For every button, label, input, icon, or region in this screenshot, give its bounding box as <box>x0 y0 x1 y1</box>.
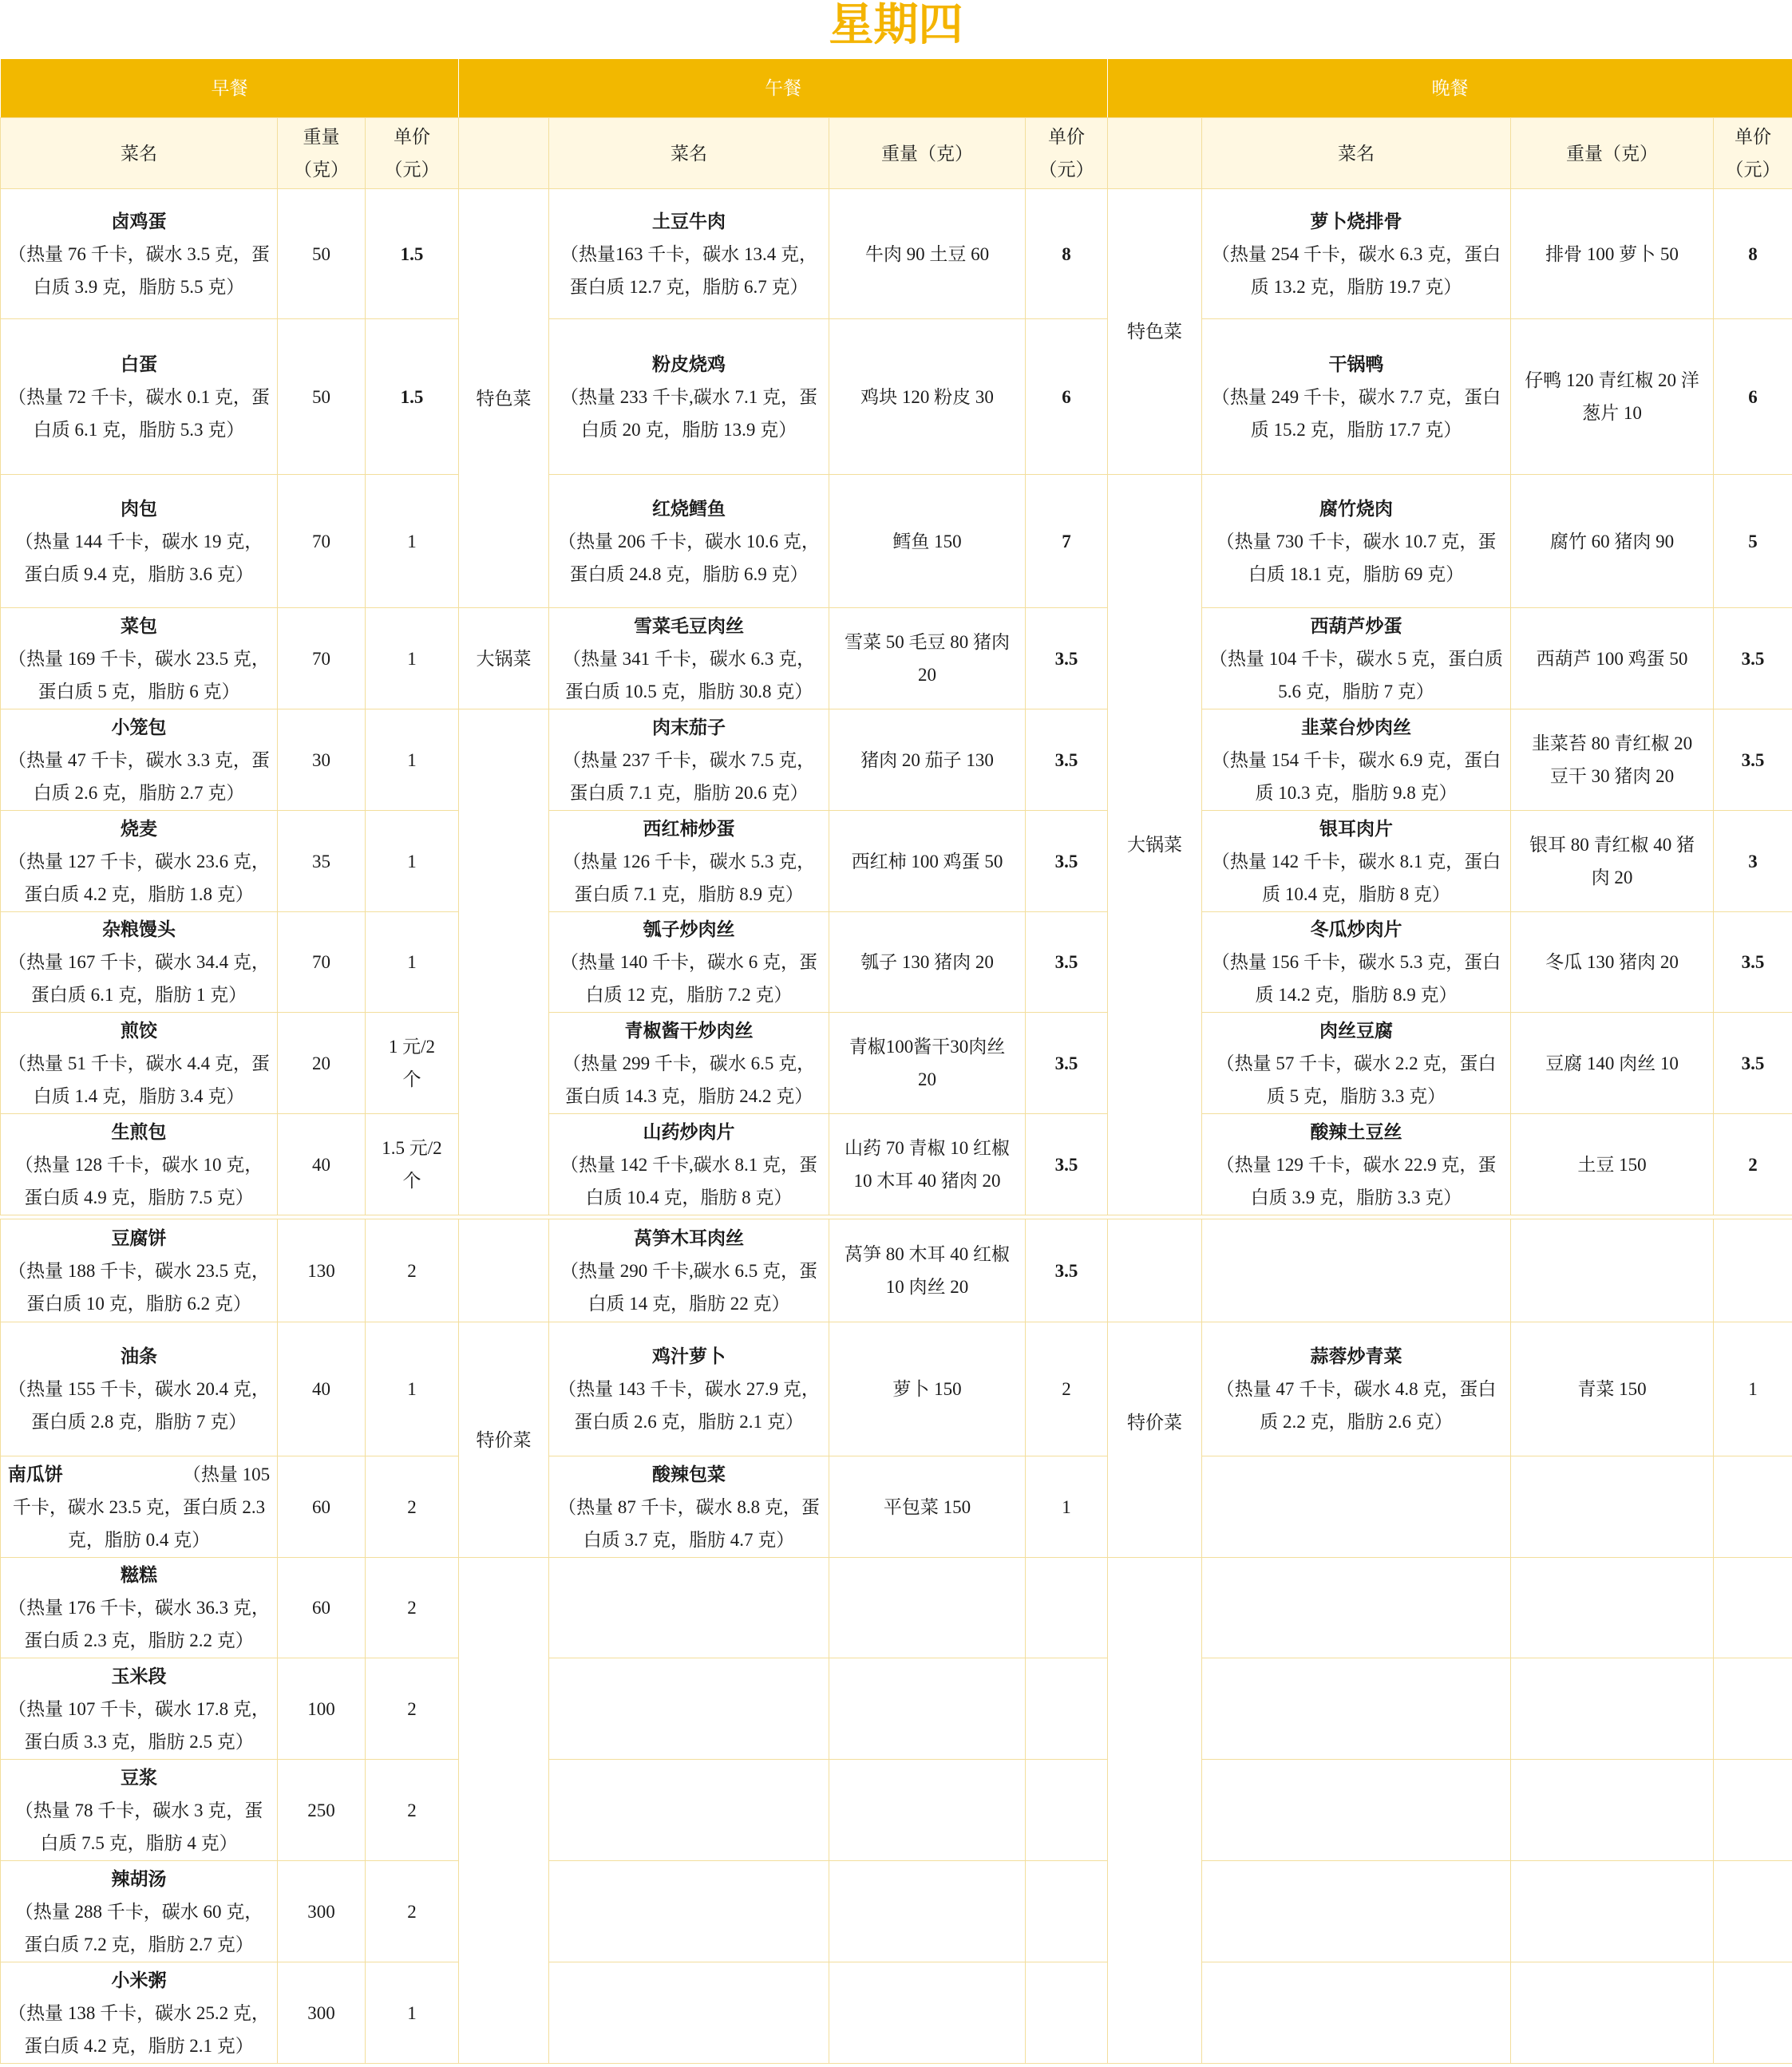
empty-cell <box>1510 1557 1714 1658</box>
breakfast-weight-cell: 60 <box>277 1557 366 1658</box>
lunch-col-weight: 重量（克） <box>829 117 1026 189</box>
breakfast-dish-nutrition: （热量 128 千卡，碳水 10 克，蛋白质 4.9 克，脂肪 7.5 克） <box>14 1154 263 1207</box>
lunch-dish-text <box>556 1222 822 1320</box>
dinner-dish-text <box>1209 492 1504 591</box>
breakfast-price-cell: 2 <box>365 1219 459 1322</box>
dinner-dish-nutrition: （热量 57 千卡，碳水 2.2 克，蛋白质 5 克，脂肪 3.3 克） <box>1216 1053 1497 1106</box>
empty-cell <box>829 1557 1026 1658</box>
dinner-dish-name: 腐竹烧肉 <box>1319 498 1393 519</box>
breakfast-dish-text <box>7 1222 271 1320</box>
lunch-dish-nutrition: （热量 341 千卡，碳水 6.3 克，蛋白质 10.5 克，脂肪 30.8 克） <box>562 648 816 702</box>
lunch-price-cell: 3.5 <box>1025 607 1108 709</box>
breakfast-dish-nutrition: （热量 105 千卡，碳水 23.5 克，蛋白质 2.3 克，脂肪 0.4 克） <box>12 1464 271 1550</box>
dinner-dish-text <box>1209 812 1504 911</box>
lunch-dish-name: 酸辣包菜 <box>652 1464 726 1484</box>
breakfast-col-price: 单价（元） <box>365 117 459 189</box>
lunch-price-cell: 3.5 <box>1025 709 1108 811</box>
meal-header-breakfast: 早餐 <box>0 58 459 118</box>
breakfast-price-cell: 1 <box>365 607 459 709</box>
dinner-weight-cell: 冬瓜 130 猪肉 20 <box>1510 911 1714 1013</box>
dinner-price-cell: 1 <box>1713 1322 1792 1456</box>
breakfast-price-cell: 2 <box>365 1557 459 1658</box>
breakfast-weight-cell: 100 <box>277 1658 366 1760</box>
dinner-price-cell: 3.5 <box>1713 911 1792 1013</box>
dinner-dish-cell <box>1201 607 1511 709</box>
breakfast-dish-cell <box>0 1322 278 1456</box>
lunch-dish-cell <box>548 810 829 912</box>
breakfast-dish-nutrition: （热量 144 千卡，碳水 19 克，蛋白质 9.4 克，脂肪 3.6 克） <box>14 531 263 584</box>
breakfast-dish-name: 油条 <box>121 1346 157 1366</box>
breakfast-price-cell: 2 <box>365 1456 459 1558</box>
dinner-dish-cell <box>1201 188 1511 319</box>
lunch-weight-cell: 瓠子 130 猪肉 20 <box>829 911 1026 1013</box>
breakfast-dish-nutrition: （热量 188 千卡，碳水 23.5 克，蛋白质 10 克，脂肪 6.2 克） <box>8 1260 270 1314</box>
lunch-dish-name: 雪菜毛豆肉丝 <box>634 615 744 636</box>
lunch-weight-cell: 鸡块 120 粉皮 30 <box>829 318 1026 475</box>
dinner-dish-name: 萝卜烧排骨 <box>1310 211 1402 231</box>
dinner-category-featured: 特色菜 <box>1107 188 1202 475</box>
breakfast-price-cell: 1.5 元/2 个 <box>365 1113 459 1215</box>
lunch-dish-cell <box>548 188 829 319</box>
dinner-weight-cell: 腐竹 60 猪肉 90 <box>1510 474 1714 608</box>
breakfast-dish-text <box>7 1964 271 2062</box>
dinner-col-weight: 重量（克） <box>1510 117 1714 189</box>
breakfast-price-cell: 2 <box>365 1658 459 1760</box>
breakfast-dish-cell <box>0 188 278 319</box>
empty-cell <box>548 1658 829 1760</box>
lunch-dish-nutrition: （热量 299 千卡，碳水 6.5 克，蛋白质 14.3 克，脂肪 24.2 克） <box>562 1053 816 1106</box>
breakfast-dish-nutrition: （热量 288 千卡，碳水 60 克，蛋白质 7.2 克，脂肪 2.7 克） <box>14 1901 263 1954</box>
lunch-dish-text <box>556 205 822 303</box>
breakfast-price-cell: 1 <box>365 911 459 1013</box>
breakfast-weight-cell: 70 <box>277 474 366 608</box>
dinner-category-special: 特价菜 <box>1107 1322 1202 1558</box>
lunch-dish-name: 粉皮烧鸡 <box>652 354 726 374</box>
breakfast-dish-name: 肉包 <box>121 498 157 519</box>
meal-header-dinner: 晚餐 <box>1107 58 1792 118</box>
breakfast-dish-cell <box>0 1012 278 1114</box>
dinner-dish-text <box>1209 348 1504 446</box>
empty-cell <box>1713 1456 1792 1558</box>
breakfast-dish-text <box>7 812 271 911</box>
dinner-weight-cell: 银耳 80 青红椒 40 猪肉 20 <box>1510 810 1714 912</box>
dinner-col-dish: 菜名 <box>1201 117 1511 189</box>
breakfast-weight-cell: 250 <box>277 1759 366 1861</box>
empty-cell <box>1713 1658 1792 1760</box>
breakfast-dish-cell <box>0 810 278 912</box>
breakfast-dish-text <box>7 1559 271 1657</box>
dinner-dish-nutrition: （热量 249 千卡，碳水 7.7 克，蛋白质 15.2 克，脂肪 17.7 克） <box>1211 386 1501 440</box>
breakfast-dish-cell <box>0 1219 278 1322</box>
dinner-price-cell: 3.5 <box>1713 607 1792 709</box>
lunch-dish-text <box>556 812 822 911</box>
breakfast-weight-cell: 30 <box>277 709 366 811</box>
dinner-dish-nutrition: （热量 156 千卡，碳水 5.3 克，蛋白质 14.2 克，脂肪 8.9 克） <box>1211 952 1501 1005</box>
lunch-category-main: 大锅菜 <box>458 607 549 709</box>
empty-cell <box>1510 1456 1714 1558</box>
lunch-category-blank <box>458 1557 549 2064</box>
lunch-col-price: 单价（元） <box>1025 117 1108 189</box>
lunch-dish-name: 青椒酱干炒肉丝 <box>624 1020 754 1041</box>
breakfast-weight-cell: 40 <box>277 1322 366 1456</box>
lunch-dish-nutrition: （热量 126 千卡，碳水 5.3 克，蛋白质 7.1 克，脂肪 8.9 克） <box>562 851 816 904</box>
empty-cell <box>1510 1219 1714 1322</box>
dinner-dish-nutrition: （热量 730 千卡，碳水 10.7 克，蛋白质 18.1 克，脂肪 69 克） <box>1216 531 1497 584</box>
lunch-col-category <box>458 117 549 189</box>
lunch-weight-cell: 青椒100酱干30肉丝20 <box>829 1012 1026 1114</box>
empty-cell <box>1025 1557 1108 1658</box>
breakfast-dish-name: 小米粥 <box>111 1970 167 1990</box>
meal-header-lunch: 午餐 <box>458 58 1108 118</box>
page-title: 星期四 <box>829 0 963 51</box>
lunch-category-blank <box>458 709 549 1215</box>
lunch-weight-cell: 平包菜 150 <box>829 1456 1026 1558</box>
breakfast-dish-nutrition: （热量 138 千卡，碳水 25.2 克，蛋白质 4.2 克，脂肪 2.1 克） <box>8 2002 270 2056</box>
dinner-dish-nutrition: （热量 129 千卡，碳水 22.9 克，蛋白质 3.9 克，脂肪 3.3 克） <box>1216 1154 1497 1207</box>
breakfast-col-weight: 重量（克） <box>277 117 366 189</box>
breakfast-price-cell: 1.5 <box>365 318 459 475</box>
breakfast-dish-nutrition: （热量 155 千卡，碳水 20.4 克，蛋白质 2.8 克，脂肪 7 克） <box>8 1379 270 1432</box>
empty-cell <box>548 1860 829 1962</box>
breakfast-dish-text <box>7 1761 271 1860</box>
breakfast-dish-text <box>7 610 271 708</box>
empty-cell <box>1201 1557 1511 1658</box>
breakfast-dish-text <box>7 492 271 591</box>
dinner-dish-cell <box>1201 1012 1511 1114</box>
breakfast-dish-nutrition: （热量 76 千卡，碳水 3.5 克，蛋白质 3.9 克，脂肪 5.5 克） <box>8 243 270 297</box>
dinner-price-cell: 3.5 <box>1713 1012 1792 1114</box>
lunch-price-cell: 3.5 <box>1025 1113 1108 1215</box>
empty-cell <box>548 1962 829 2064</box>
breakfast-dish-nutrition: （热量 51 千卡，碳水 4.4 克，蛋白质 1.4 克，脂肪 3.4 克） <box>8 1053 270 1106</box>
lunch-price-cell: 3.5 <box>1025 810 1108 912</box>
dinner-dish-name: 冬瓜炒肉片 <box>1310 919 1402 939</box>
lunch-price-cell: 2 <box>1025 1322 1108 1456</box>
dinner-dish-nutrition: （热量 142 千卡，碳水 8.1 克，蛋白质 10.4 克，脂肪 8 克） <box>1211 851 1501 904</box>
dinner-weight-cell: 韭菜苔 80 青红椒 20 豆干 30 猪肉 20 <box>1510 709 1714 811</box>
dinner-dish-nutrition: （热量 154 千卡，碳水 6.9 克，蛋白质 10.3 克，脂肪 9.8 克） <box>1211 749 1501 803</box>
lunch-weight-cell: 萝卜 150 <box>829 1322 1026 1456</box>
lunch-dish-text <box>556 711 822 809</box>
empty-cell <box>1510 1860 1714 1962</box>
breakfast-price-cell: 1 <box>365 474 459 608</box>
breakfast-dish-cell <box>0 1759 278 1861</box>
breakfast-dish-cell <box>0 1962 278 2064</box>
dinner-dish-cell <box>1201 911 1511 1013</box>
empty-cell <box>1713 1962 1792 2064</box>
dinner-dish-cell <box>1201 1322 1511 1456</box>
lunch-dish-cell <box>548 709 829 811</box>
lunch-price-cell: 3.5 <box>1025 1219 1108 1322</box>
breakfast-dish-text <box>7 1660 271 1758</box>
breakfast-dish-nutrition: （热量 176 千卡，碳水 36.3 克，蛋白质 2.3 克，脂肪 2.2 克） <box>8 1598 270 1650</box>
breakfast-dish-name: 玉米段 <box>111 1666 167 1686</box>
lunch-price-cell: 6 <box>1025 318 1108 475</box>
breakfast-dish-name: 豆腐饼 <box>111 1227 167 1248</box>
breakfast-dish-name: 烧麦 <box>121 818 157 839</box>
breakfast-dish-nutrition: （热量 169 千卡，碳水 23.5 克，蛋白质 5 克，脂肪 6 克） <box>8 648 270 702</box>
breakfast-dish-nutrition: （热量 78 千卡，碳水 3 克，蛋白质 7.5 克，脂肪 4 克） <box>14 1800 263 1853</box>
dinner-dish-name: 酸辣土豆丝 <box>1310 1121 1402 1142</box>
lunch-dish-name: 莴笋木耳肉丝 <box>634 1227 744 1248</box>
empty-cell <box>1713 1759 1792 1861</box>
breakfast-dish-name: 白蛋 <box>121 354 157 374</box>
empty-cell <box>1510 1658 1714 1760</box>
dinner-price-cell: 6 <box>1713 318 1792 475</box>
lunch-dish-name: 土豆牛肉 <box>652 211 726 231</box>
breakfast-dish-cell <box>0 607 278 709</box>
empty-cell <box>1201 1962 1511 2064</box>
breakfast-dish-text <box>7 205 271 303</box>
lunch-price-cell: 3.5 <box>1025 1012 1108 1114</box>
lunch-category-blank <box>458 1219 549 1322</box>
lunch-weight-cell: 雪菜 50 毛豆 80 猪肉 20 <box>829 607 1026 709</box>
dinner-dish-name: 肉丝豆腐 <box>1319 1020 1393 1041</box>
breakfast-weight-cell: 300 <box>277 1860 366 1962</box>
dinner-dish-text <box>1209 711 1504 809</box>
lunch-weight-cell: 鳕鱼 150 <box>829 474 1026 608</box>
breakfast-dish-name: 杂粮馒头 <box>102 919 176 939</box>
dinner-price-cell: 8 <box>1713 188 1792 319</box>
empty-cell <box>1025 1759 1108 1861</box>
dinner-dish-cell <box>1201 810 1511 912</box>
empty-cell <box>829 1962 1026 2064</box>
dinner-dish-text <box>1209 913 1504 1011</box>
breakfast-price-cell: 2 <box>365 1860 459 1962</box>
dinner-dish-cell <box>1201 318 1511 475</box>
dinner-dish-name: 韭菜台炒肉丝 <box>1301 717 1411 737</box>
lunch-dish-text <box>556 610 822 708</box>
dinner-dish-name: 蒜蓉炒青菜 <box>1310 1346 1402 1366</box>
lunch-dish-cell <box>548 1113 829 1215</box>
lunch-dish-name: 山药炒肉片 <box>643 1121 735 1142</box>
breakfast-weight-cell: 70 <box>277 607 366 709</box>
empty-cell <box>1201 1658 1511 1760</box>
breakfast-price-cell: 1 <box>365 709 459 811</box>
lunch-dish-name: 瓠子炒肉丝 <box>643 919 735 939</box>
lunch-dish-nutrition: （热量 233 千卡,碳水 7.1 克，蛋白质 20 克，脂肪 13.9 克） <box>560 386 817 440</box>
empty-cell <box>1025 1860 1108 1962</box>
breakfast-price-cell: 1 元/2 个 <box>365 1012 459 1114</box>
dinner-dish-name: 干锅鸭 <box>1328 354 1384 374</box>
lunch-dish-text <box>556 1458 822 1556</box>
empty-cell <box>1713 1219 1792 1322</box>
breakfast-weight-cell: 50 <box>277 188 366 319</box>
dinner-category-main: 大锅菜 <box>1107 474 1202 1215</box>
breakfast-dish-name: 小笼包 <box>111 717 167 737</box>
breakfast-dish-text <box>7 711 271 809</box>
breakfast-dish-nutrition: （热量 47 千卡，碳水 3.3 克，蛋白质 2.6 克，脂肪 2.7 克） <box>8 749 270 803</box>
dinner-dish-nutrition: （热量 47 千卡，碳水 4.8 克，蛋白质 2.2 克，脂肪 2.6 克） <box>1216 1379 1497 1432</box>
breakfast-weight-cell: 60 <box>277 1456 366 1558</box>
dinner-dish-cell <box>1201 709 1511 811</box>
lunch-dish-cell <box>548 1219 829 1322</box>
empty-cell <box>1510 1962 1714 2064</box>
lunch-dish-nutrition: （热量 87 千卡，碳水 8.8 克，蛋白质 3.7 克，脂肪 4.7 克） <box>558 1496 820 1550</box>
lunch-price-cell: 1 <box>1025 1456 1108 1558</box>
dinner-col-category <box>1107 117 1202 189</box>
breakfast-weight-cell: 40 <box>277 1113 366 1215</box>
breakfast-dish-name: 南瓜饼 <box>7 1464 63 1484</box>
dinner-dish-name: 银耳肉片 <box>1319 818 1393 839</box>
breakfast-dish-cell <box>0 1456 278 1558</box>
breakfast-dish-text <box>7 1458 271 1556</box>
empty-cell <box>829 1860 1026 1962</box>
lunch-weight-cell: 西红柿 100 鸡蛋 50 <box>829 810 1026 912</box>
breakfast-dish-text <box>7 913 271 1011</box>
lunch-dish-name: 肉末茄子 <box>652 717 726 737</box>
empty-cell <box>1201 1759 1511 1861</box>
breakfast-weight-cell: 35 <box>277 810 366 912</box>
dinner-category-blank <box>1107 1557 1202 2064</box>
breakfast-dish-cell <box>0 911 278 1013</box>
breakfast-dish-text <box>7 1014 271 1113</box>
dinner-dish-name: 西葫芦炒蛋 <box>1310 615 1402 636</box>
dinner-dish-text <box>1209 1116 1504 1214</box>
breakfast-dish-name: 卤鸡蛋 <box>111 211 167 231</box>
lunch-weight-cell: 猪肉 20 茄子 130 <box>829 709 1026 811</box>
dinner-weight-cell: 土豆 150 <box>1510 1113 1714 1215</box>
empty-cell <box>1510 1759 1714 1861</box>
empty-cell <box>548 1557 829 1658</box>
breakfast-weight-cell: 20 <box>277 1012 366 1114</box>
breakfast-price-cell: 1 <box>365 810 459 912</box>
lunch-dish-nutrition: （热量 142 千卡,碳水 8.1 克，蛋白质 10.4 克，脂肪 8 克） <box>560 1154 817 1207</box>
breakfast-dish-nutrition: （热量 167 千卡，碳水 34.4 克，蛋白质 6.1 克，脂肪 1 克） <box>8 952 270 1005</box>
breakfast-dish-cell <box>0 709 278 811</box>
breakfast-dish-name: 糍糕 <box>121 1565 157 1585</box>
empty-cell <box>829 1658 1026 1760</box>
lunch-category-special: 特价菜 <box>458 1322 549 1558</box>
lunch-dish-name: 红烧鳕鱼 <box>652 498 726 519</box>
breakfast-weight-cell: 300 <box>277 1962 366 2064</box>
lunch-price-cell: 7 <box>1025 474 1108 608</box>
breakfast-dish-cell <box>0 318 278 475</box>
lunch-col-dish: 菜名 <box>548 117 829 189</box>
dinner-dish-nutrition: （热量 254 千卡，碳水 6.3 克，蛋白质 13.2 克，脂肪 19.7 克） <box>1211 243 1501 297</box>
lunch-dish-cell <box>548 1322 829 1456</box>
lunch-weight-cell: 山药 70 青椒 10 红椒 10 木耳 40 猪肉 20 <box>829 1113 1026 1215</box>
dinner-dish-text <box>1209 205 1504 303</box>
dinner-price-cell: 5 <box>1713 474 1792 608</box>
dinner-weight-cell: 西葫芦 100 鸡蛋 50 <box>1510 607 1714 709</box>
breakfast-dish-cell <box>0 474 278 608</box>
breakfast-dish-nutrition: （热量 127 千卡，碳水 23.6 克，蛋白质 4.2 克，脂肪 1.8 克） <box>8 851 270 904</box>
lunch-dish-cell <box>548 1456 829 1558</box>
lunch-weight-cell: 牛肉 90 土豆 60 <box>829 188 1026 319</box>
dinner-dish-text <box>1209 1014 1504 1113</box>
dinner-weight-cell: 青菜 150 <box>1510 1322 1714 1456</box>
dinner-dish-text <box>1209 1340 1504 1438</box>
empty-cell <box>1025 1962 1108 2064</box>
breakfast-col-dish: 菜名 <box>0 117 278 189</box>
dinner-dish-text <box>1209 610 1504 708</box>
breakfast-price-cell: 1 <box>365 1322 459 1456</box>
dinner-weight-cell: 豆腐 140 肉丝 10 <box>1510 1012 1714 1114</box>
breakfast-dish-name: 辣胡汤 <box>111 1868 167 1889</box>
lunch-dish-nutrition: （热量 290 千卡,碳水 6.5 克，蛋白质 14 克，脂肪 22 克） <box>560 1260 817 1314</box>
lunch-dish-cell <box>548 318 829 475</box>
lunch-price-cell: 3.5 <box>1025 911 1108 1013</box>
breakfast-dish-cell <box>0 1113 278 1215</box>
breakfast-dish-name: 煎饺 <box>121 1020 157 1041</box>
dinner-weight-cell: 排骨 100 萝卜 50 <box>1510 188 1714 319</box>
lunch-dish-name: 西红柿炒蛋 <box>643 818 735 839</box>
lunch-weight-cell: 莴笋 80 木耳 40 红椒 10 肉丝 20 <box>829 1219 1026 1322</box>
dinner-weight-cell: 仔鸭 120 青红椒 20 洋葱片 10 <box>1510 318 1714 475</box>
breakfast-dish-text <box>7 1863 271 1961</box>
lunch-dish-nutrition: （热量163 千卡，碳水 13.4 克，蛋白质 12.7 克，脂肪 6.7 克） <box>560 243 817 297</box>
lunch-dish-text <box>556 913 822 1011</box>
breakfast-dish-nutrition: （热量 107 千卡，碳水 17.8 克，蛋白质 3.3 克，脂肪 2.5 克） <box>8 1698 270 1752</box>
empty-cell <box>1201 1219 1511 1322</box>
lunch-dish-text <box>556 492 822 591</box>
lunch-dish-nutrition: （热量 237 千卡，碳水 7.5 克，蛋白质 7.1 克，脂肪 20.6 克） <box>562 749 816 803</box>
dinner-dish-cell <box>1201 474 1511 608</box>
breakfast-dish-text <box>7 348 271 446</box>
lunch-dish-nutrition: （热量 140 千卡，碳水 6 克，蛋白质 12 克，脂肪 7.2 克） <box>560 952 817 1005</box>
empty-cell <box>1201 1860 1511 1962</box>
lunch-category-featured: 特色菜 <box>458 188 549 608</box>
dinner-dish-nutrition: （热量 104 千卡，碳水 5 克，蛋白质 5.6 克，脂肪 7 克） <box>1209 648 1503 702</box>
lunch-dish-cell <box>548 911 829 1013</box>
lunch-dish-nutrition: （热量 206 千卡，碳水 10.6 克，蛋白质 24.8 克，脂肪 6.9 克） <box>558 531 820 584</box>
breakfast-price-cell: 1 <box>365 1962 459 2064</box>
lunch-dish-nutrition: （热量 143 千卡，碳水 27.9 克，蛋白质 2.6 克，脂肪 2.1 克） <box>558 1379 820 1432</box>
lunch-dish-name: 鸡汁萝卜 <box>652 1346 726 1366</box>
lunch-dish-text <box>556 1340 822 1438</box>
breakfast-dish-nutrition: （热量 72 千卡，碳水 0.1 克，蛋白质 6.1 克，脂肪 5.3 克） <box>8 386 270 440</box>
breakfast-weight-cell: 50 <box>277 318 366 475</box>
dinner-price-cell: 3 <box>1713 810 1792 912</box>
empty-cell <box>1025 1658 1108 1760</box>
breakfast-dish-cell <box>0 1658 278 1760</box>
lunch-dish-cell <box>548 474 829 608</box>
empty-cell <box>1713 1860 1792 1962</box>
empty-cell <box>1201 1456 1511 1558</box>
dinner-col-price: 单价（元） <box>1713 117 1792 189</box>
lunch-dish-text <box>556 348 822 446</box>
breakfast-dish-text <box>7 1116 271 1214</box>
empty-cell <box>1713 1557 1792 1658</box>
dinner-price-cell: 3.5 <box>1713 709 1792 811</box>
empty-cell <box>548 1759 829 1861</box>
breakfast-price-cell: 1.5 <box>365 188 459 319</box>
dinner-category-blank <box>1107 1219 1202 1322</box>
empty-cell <box>829 1759 1026 1861</box>
dinner-dish-cell <box>1201 1113 1511 1215</box>
lunch-dish-text <box>556 1116 822 1214</box>
breakfast-dish-cell <box>0 1557 278 1658</box>
breakfast-weight-cell: 130 <box>277 1219 366 1322</box>
breakfast-dish-name: 菜包 <box>121 615 157 636</box>
breakfast-dish-text <box>7 1340 271 1438</box>
lunch-dish-text <box>556 1014 822 1113</box>
breakfast-dish-cell <box>0 1860 278 1962</box>
breakfast-dish-name: 生煎包 <box>111 1121 167 1142</box>
breakfast-dish-name: 豆浆 <box>121 1767 157 1788</box>
lunch-dish-cell <box>548 1012 829 1114</box>
breakfast-weight-cell: 70 <box>277 911 366 1013</box>
breakfast-price-cell: 2 <box>365 1759 459 1861</box>
dinner-price-cell: 2 <box>1713 1113 1792 1215</box>
lunch-dish-cell <box>548 607 829 709</box>
lunch-price-cell: 8 <box>1025 188 1108 319</box>
